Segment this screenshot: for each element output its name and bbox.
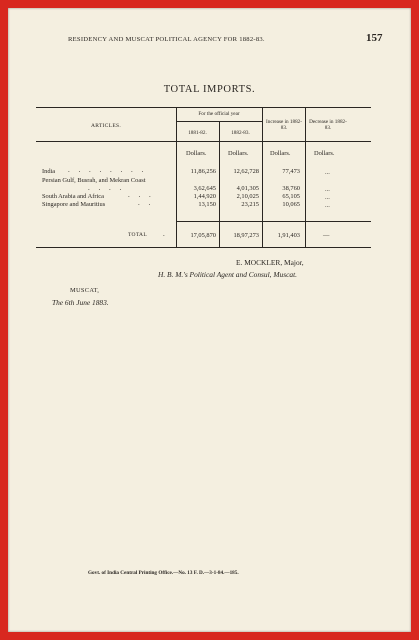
header-bottom-rule (36, 141, 371, 142)
row-value-year2: 12,62,728 (233, 168, 259, 175)
row-value-year1: 13,150 (198, 201, 216, 208)
unit-increase: Dollars. (270, 150, 291, 157)
total-value-year2: 18,97,273 (233, 232, 259, 239)
table-bottom-rule (36, 247, 371, 248)
row-value-increase: 38,760 (282, 185, 300, 192)
signature-name: E. MOCKLER, Major, (236, 258, 304, 267)
col-divider-1 (176, 107, 177, 247)
unit-year2: Dollars. (228, 150, 249, 157)
total-value-decrease: — (323, 232, 330, 239)
row-value-year1: 1,44,920 (193, 193, 216, 200)
row-article-text: Persian Gulf, Busrah, and Mekran Coast (42, 177, 146, 184)
table-top-rule (36, 107, 371, 108)
running-title: RESIDENCY AND MUSCAT POLITICAL AGENCY FOR 1882-83. (68, 36, 265, 43)
col-divider-4 (305, 107, 306, 247)
leader-dots: . . . (128, 191, 155, 199)
unit-year1: Dollars. (186, 150, 207, 157)
row-value-year2: 23,215 (241, 201, 259, 208)
table-title: TOTAL IMPORTS. (163, 84, 256, 95)
leader-dots: . (163, 230, 169, 238)
leader-dots: . . . . (88, 184, 125, 192)
header-year2: 1882-83. (231, 130, 250, 136)
row-article: India (42, 168, 56, 175)
place: MUSCAT, (70, 287, 100, 294)
row-value-year1: 3,62,645 (193, 185, 216, 192)
header-official-year: For the official year (198, 111, 240, 117)
row-value-year1: 11,86,256 (190, 168, 216, 175)
row-value-decrease: ... (325, 202, 330, 209)
header-year1: 1881-82. (188, 130, 207, 136)
header-articles: ARTICLES. (90, 123, 122, 129)
leader-dots: . . (138, 199, 154, 207)
col-divider-2 (219, 121, 220, 247)
row-value-increase: 77,473 (282, 168, 300, 175)
col-divider-3 (262, 107, 263, 247)
unit-decrease: Dollars. (314, 150, 335, 157)
row-value-year2: 2,10,025 (236, 193, 259, 200)
printer-footer: Govt. of India Central Printing Office.—No. 13 F. D.—3-1-84.—185. (88, 570, 239, 576)
page-number: 157 (366, 32, 383, 44)
leader-dots: . . . . . . . . (68, 166, 147, 174)
row-article: Singapore and Mauritius (42, 201, 106, 208)
row-value-increase: 10,065 (282, 201, 300, 208)
total-top-rule (176, 221, 371, 222)
total-label: TOTAL (128, 232, 147, 238)
total-value-year1: 17,05,870 (190, 232, 216, 239)
row-article: South Arabia and Africa (42, 193, 104, 200)
signature-title: H. B. M.'s Political Agent and Consul, Muscat. (158, 270, 297, 279)
header-increase: Increase in 1882-83. (266, 119, 303, 131)
header-decrease: Decrease in 1882-83. (309, 119, 347, 131)
date: The 6th June 1883. (52, 298, 109, 307)
row-value-decrease: ... (325, 169, 330, 176)
total-value-increase: 1,91,403 (277, 232, 300, 239)
row-value-increase: 65,105 (282, 193, 300, 200)
row-value-year2: 4,01,305 (236, 185, 259, 192)
row-value-decrease: ... (325, 194, 330, 201)
document-page (8, 8, 411, 632)
row-value-decrease: ... (325, 186, 330, 193)
